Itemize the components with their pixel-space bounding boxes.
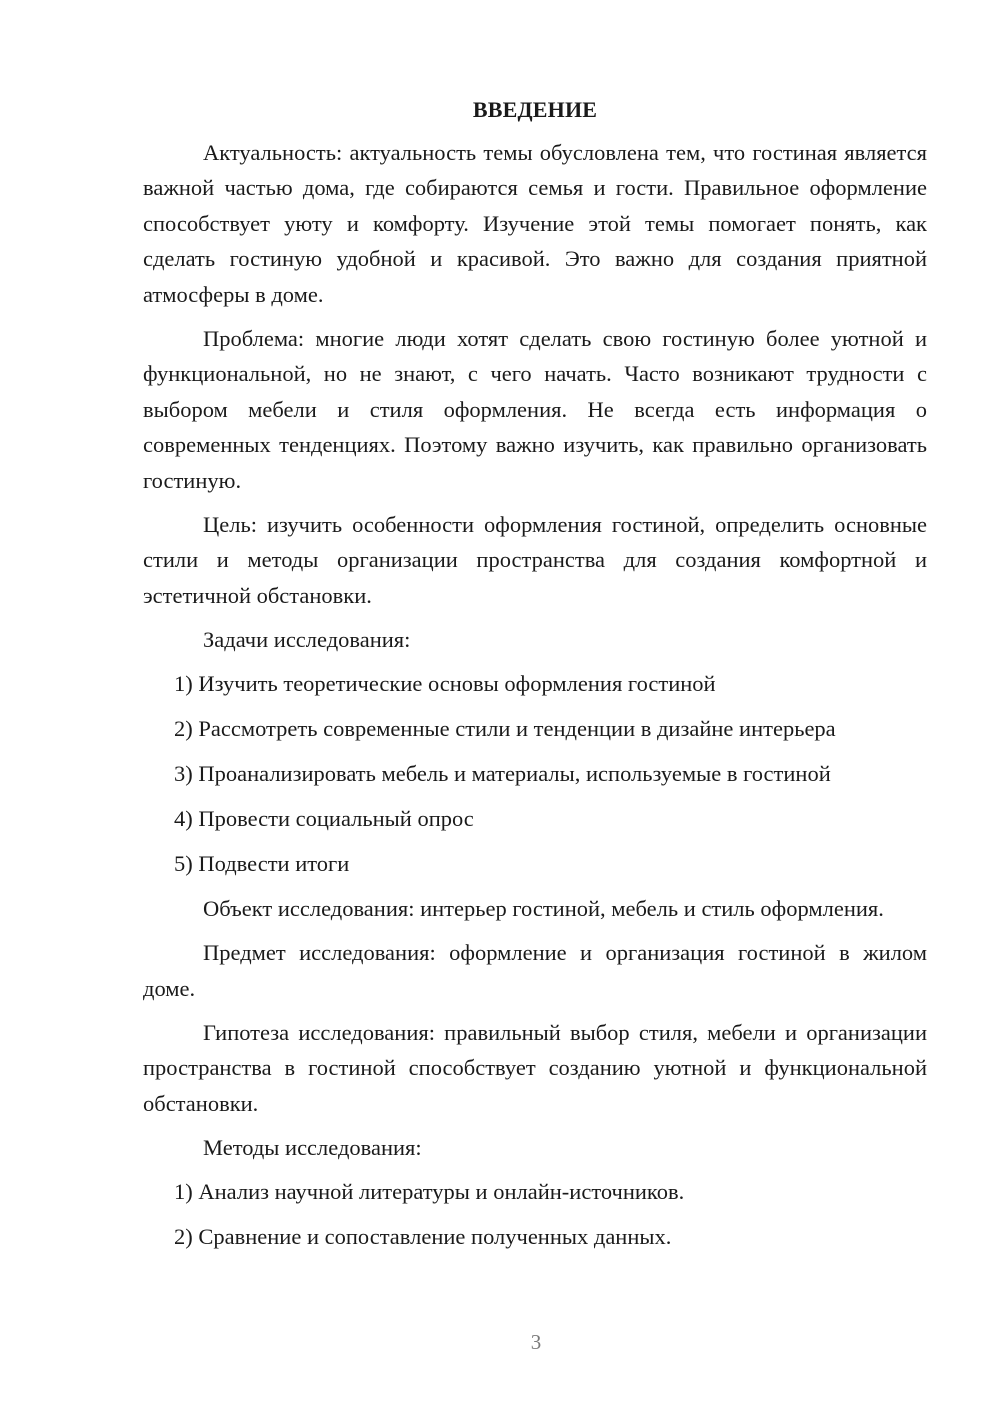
- hypothesis-paragraph: Гипотеза исследования: правильный выбор стиля, мебели и организации пространства в гостиной способствует созданию уютной и функциональной обстановки.: [143, 1019, 927, 1116]
- problem-paragraph: Проблема: многие люди хотят сделать свою гостиную более уютной и функциональной, но не знают, с чего начать. Часто возникают трудности с выбором мебели и стиля оформления. Не всегда есть информация о современных тенденциях. Поэтому важно изучить, как правильно организовать гостиную.: [143, 326, 927, 493]
- methods-heading: Методы исследования:: [203, 1135, 422, 1161]
- relevance-paragraph: Актуальность: актуальность темы обусловлена тем, что гостиная является важной частью дома, где собираются семья и гости. Правильное оформление способствует уюту и комфорту. Изучение этой темы помогает понять, как сделать гостиную удобной и красивой. Это важно для создания приятной атмосферы в доме.: [143, 140, 927, 307]
- methods-list: [143, 1174, 927, 1254]
- subject-paragraph: Предмет исследования: оформление и организация гостиной в жилом доме.: [143, 940, 927, 1001]
- goal-paragraph: Цель: изучить особенности оформления гостиной, определить основные стили и методы организации пространства для создания комфортной и эстетичной обстановки.: [143, 512, 927, 608]
- list-item: 1) Анализ научной литературы и онлайн-источников.: [174, 1178, 685, 1204]
- tasks-list: [143, 666, 927, 881]
- page-number: 3: [530, 1330, 542, 1354]
- list-item: 1) Изучить теоретические основы оформления гостиной: [174, 670, 716, 696]
- list-item: 3) Проанализировать мебель и материалы, используемые в гостиной: [174, 760, 831, 786]
- object-paragraph: Объект исследования: интерьер гостиной, мебель и стиль оформления.: [203, 895, 884, 921]
- list-item: 2) Сравнение и сопоставление полученных данных.: [174, 1223, 672, 1249]
- list-item: 5) Подвести итоги: [174, 850, 350, 876]
- list-item: 2) Рассмотреть современные стили и тенденции в дизайне интерьера: [174, 715, 836, 741]
- document-body: [143, 93, 927, 1264]
- list-item: 4) Провести социальный опрос: [174, 805, 474, 831]
- page-title: ВВЕДЕНИЕ: [472, 97, 598, 122]
- tasks-heading: Задачи исследования:: [203, 627, 411, 653]
